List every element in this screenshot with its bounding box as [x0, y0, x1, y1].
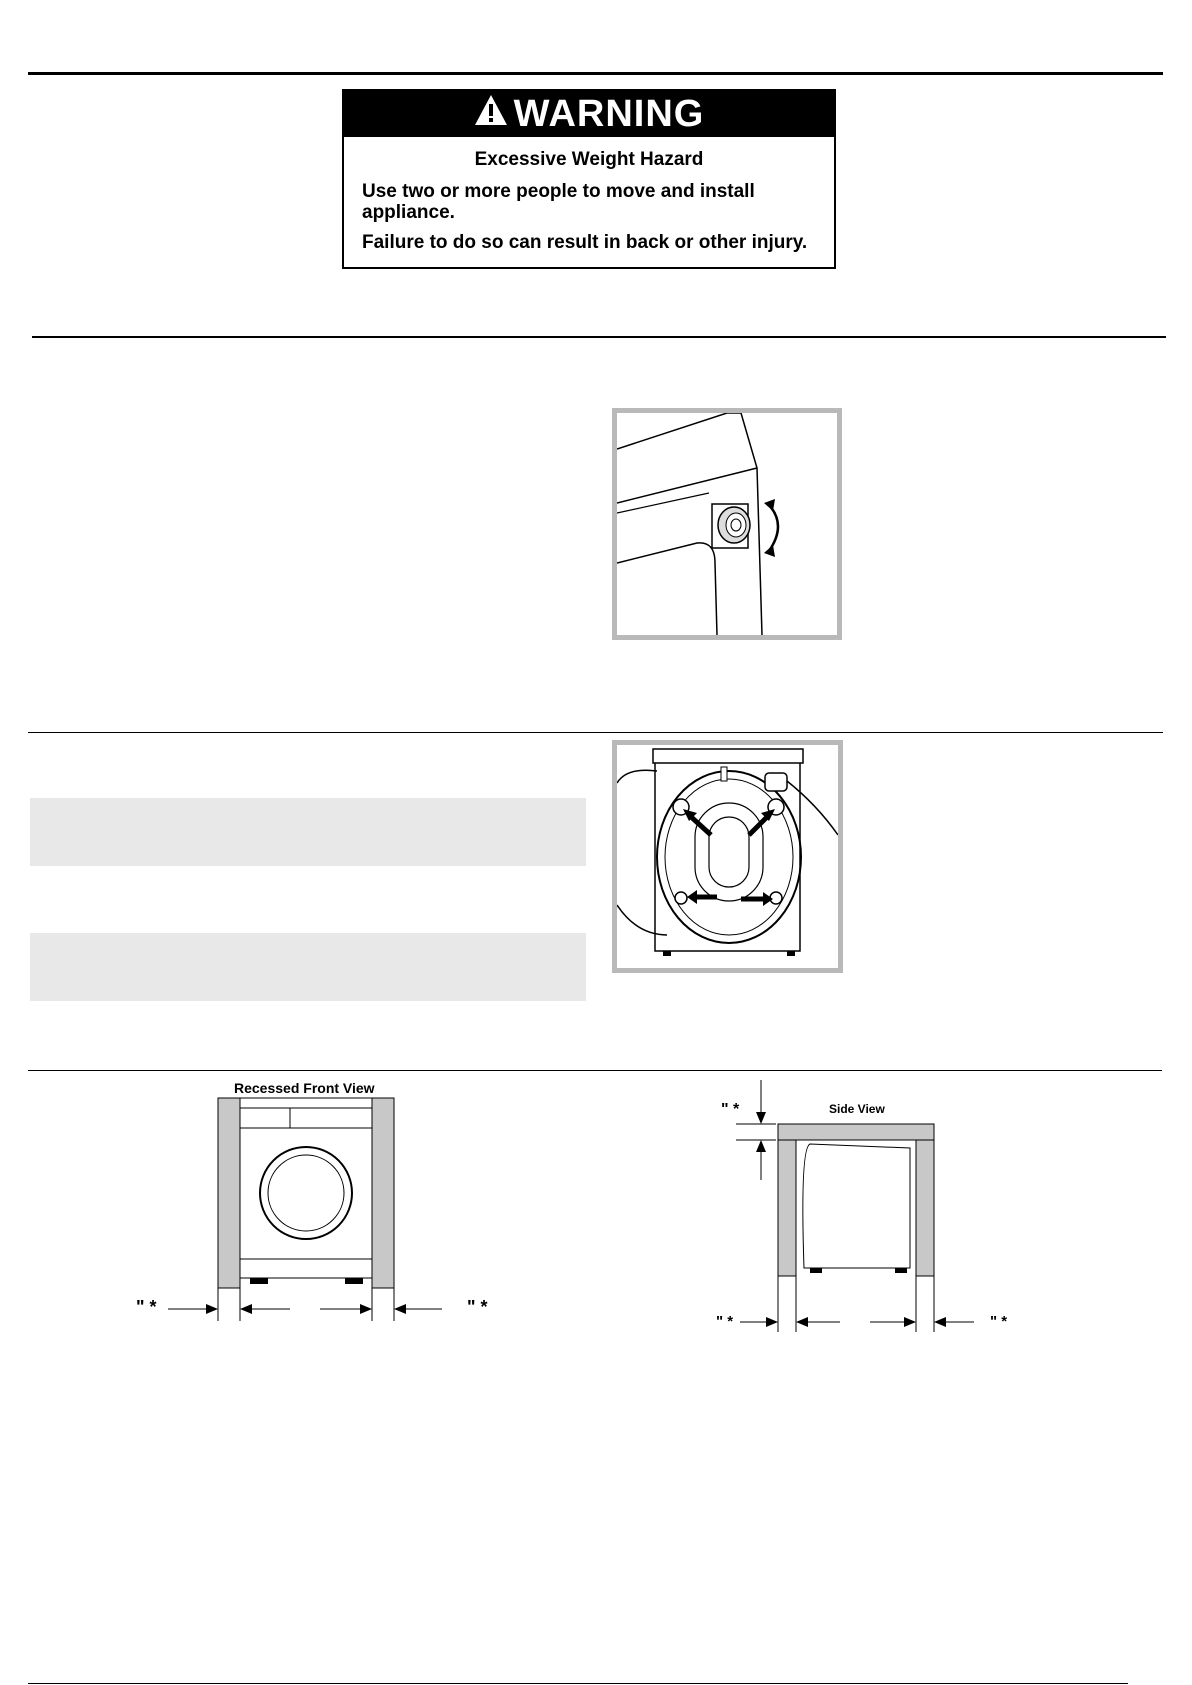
- shipping-bolts-rear-icon: [617, 745, 838, 968]
- warning-header: [344, 91, 834, 137]
- warning-box: [342, 89, 836, 269]
- side-view-title: Side View: [829, 1102, 885, 1116]
- warning-line-2: Failure to do so can result in back or other injury.: [362, 232, 808, 253]
- leveling-foot-rotate-icon: [617, 413, 837, 635]
- section-rule-bottom: [28, 1683, 1128, 1684]
- foot-adjust-figure: [612, 408, 842, 640]
- front-view-title: Recessed Front View: [234, 1080, 375, 1096]
- section-rule-2: [32, 336, 1166, 338]
- warning-title: WARNING: [513, 92, 705, 135]
- shaded-note-1: [30, 798, 586, 866]
- section-rule-3: [28, 732, 1163, 733]
- section-rule-4: [28, 1070, 1162, 1071]
- warning-triangle-icon: [474, 93, 508, 136]
- side-right-clearance: " *: [990, 1313, 1008, 1330]
- front-left-clearance: " *: [136, 1297, 157, 1317]
- shaded-note-2: [30, 933, 586, 1001]
- side-left-clearance: " *: [716, 1313, 734, 1330]
- side-view-diagram: [700, 1078, 1020, 1338]
- front-right-clearance: " *: [467, 1297, 488, 1317]
- section-rule-top: [28, 72, 1163, 75]
- warning-line-1: Use two or more people to move and install appliance.: [362, 181, 755, 223]
- warning-subtitle: Excessive Weight Hazard: [474, 149, 704, 170]
- side-top-clearance: " *: [721, 1101, 740, 1118]
- front-view-diagram: [130, 1096, 470, 1326]
- rear-view-figure: [612, 740, 843, 973]
